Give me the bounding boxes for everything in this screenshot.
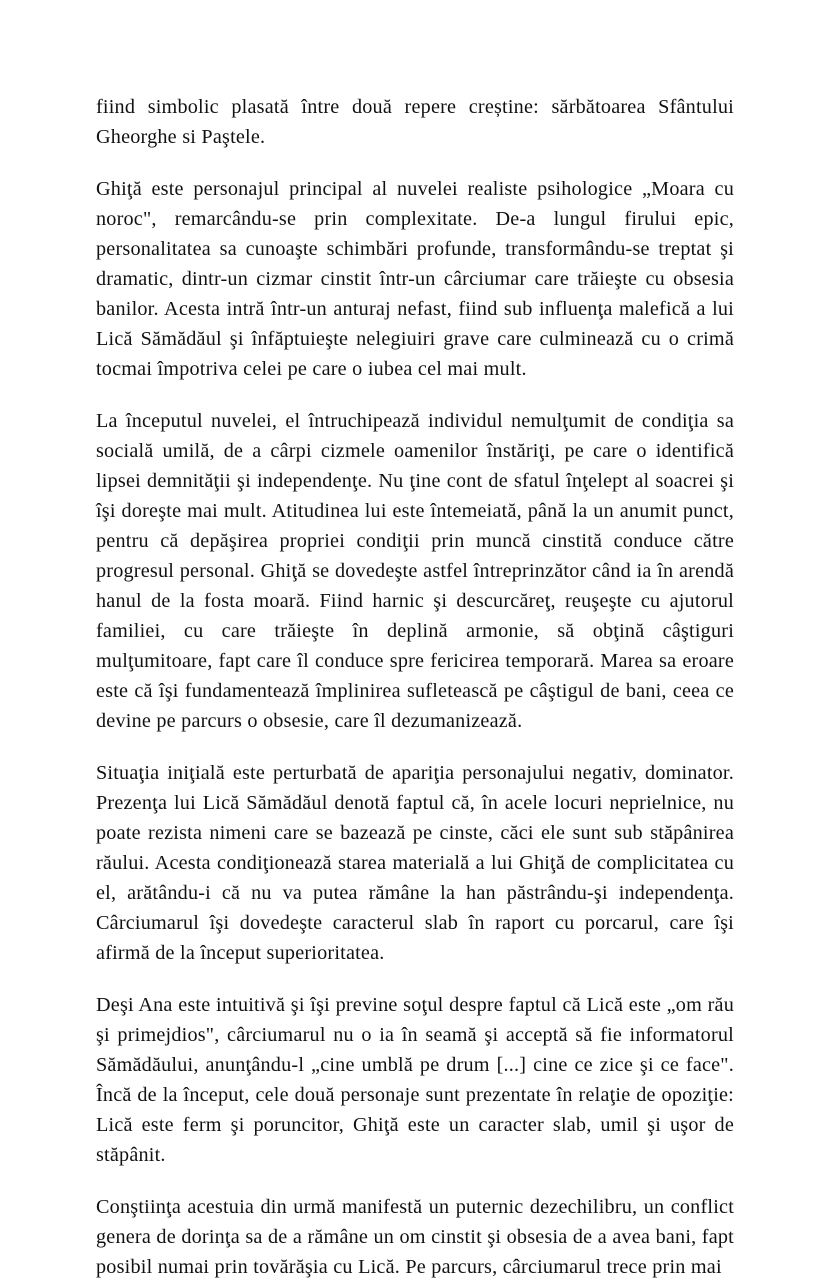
paragraph-5: Deşi Ana este intuitivă şi îşi previne soţul despre faptul că Lică este „om rău şi primejdios", cârciumarul nu o ia în seamă şi acceptă să fie informatorul Sămădăului, anunţându-l „cine umblă pe drum [...] cine ce zice şi ce face". Încă de la început, cele două personaje sunt prezentate în relaţie de opoziţie: Lică este ferm şi poruncitor, Ghiţă este un caracter slab, umil şi uşor de stăpânit. <box>96 994 734 1166</box>
paragraph-3: La începutul nuvelei, el întruchipează individul nemulţumit de condiţia sa socială umilă, de a cârpi cizmele oamenilor înstăriţi, pe care o identifică lipsei demnităţii şi independenţe. Nu ţine cont de sfatul înţelept al soacrei şi îşi doreşte mai mult. Atitudinea lui este întemeiată, până la un anumit punct, pentru că depăşirea propriei condiţii prin muncă cinstită conduce către progresul personal. Ghiţă se dovedeşte astfel întreprinzător când ia în arendă hanul de la fosta moară. Fiind harnic şi descurcăreţ, reuşeşte cu ajutorul familiei, cu care trăieşte în deplină armonie, să obţină câştiguri mulţumitoare, fapt care îl conduce spre fericirea temporară. Marea sa eroare este că îşi fundamentează împlinirea sufletească pe câştigul de bani, ceea ce devine pe parcurs o obsesie, care îl dezumanizează. <box>96 410 734 732</box>
text-column <box>96 92 734 1282</box>
paragraph-6: Conştiinţa acestuia din urmă manifestă un puternic dezechilibru, un conflict genera de dorinţa sa de a rămâne un om cinstit şi obsesia de a avea bani, fapt posibil numai prin tovărăşia cu Lică. Pe parcurs, cârciumarul trece prin mai <box>96 1196 734 1278</box>
paragraph-4: Situaţia iniţială este perturbată de apariţia personajului negativ, dominator. Prezenţa lui Lică Sămădăul denotă faptul că, în acele locuri neprielnice, nu poate rezista nimeni care se bazează pe cinste, căci ele sunt sub stăpânirea răului. Acesta condiţionează starea materială a lui Ghiţă de complicitatea cu el, arătându-i că nu va putea rămâne la han păstrându-şi independenţa. Cârciumarul îşi dovedeşte caracterul slab în raport cu porcarul, care îşi afirmă de la început superioritatea. <box>96 762 734 964</box>
paragraph-2: Ghiţă este personajul principal al nuvelei realiste psihologice „Moara cu noroc", remarcându-se prin complexitate. De-a lungul firului epic, personalitatea sa cunoaşte schimbări profunde, transformându-se treptat şi dramatic, dintr-un cizmar cinstit într-un cârciumar care trăieşte cu obsesia banilor. Acesta intră într-un anturaj nefast, fiind sub influenţa malefică a lui Lică Sămădăul şi înfăptuieşte nelegiuiri grave care culminează cu o crimă tocmai împotriva celei pe care o iubea cel mai mult. <box>96 178 734 380</box>
paragraph-1: fiind simbolic plasată între două repere creștine: sărbătoarea Sfântului Gheorghe si Paştele. <box>96 96 734 148</box>
